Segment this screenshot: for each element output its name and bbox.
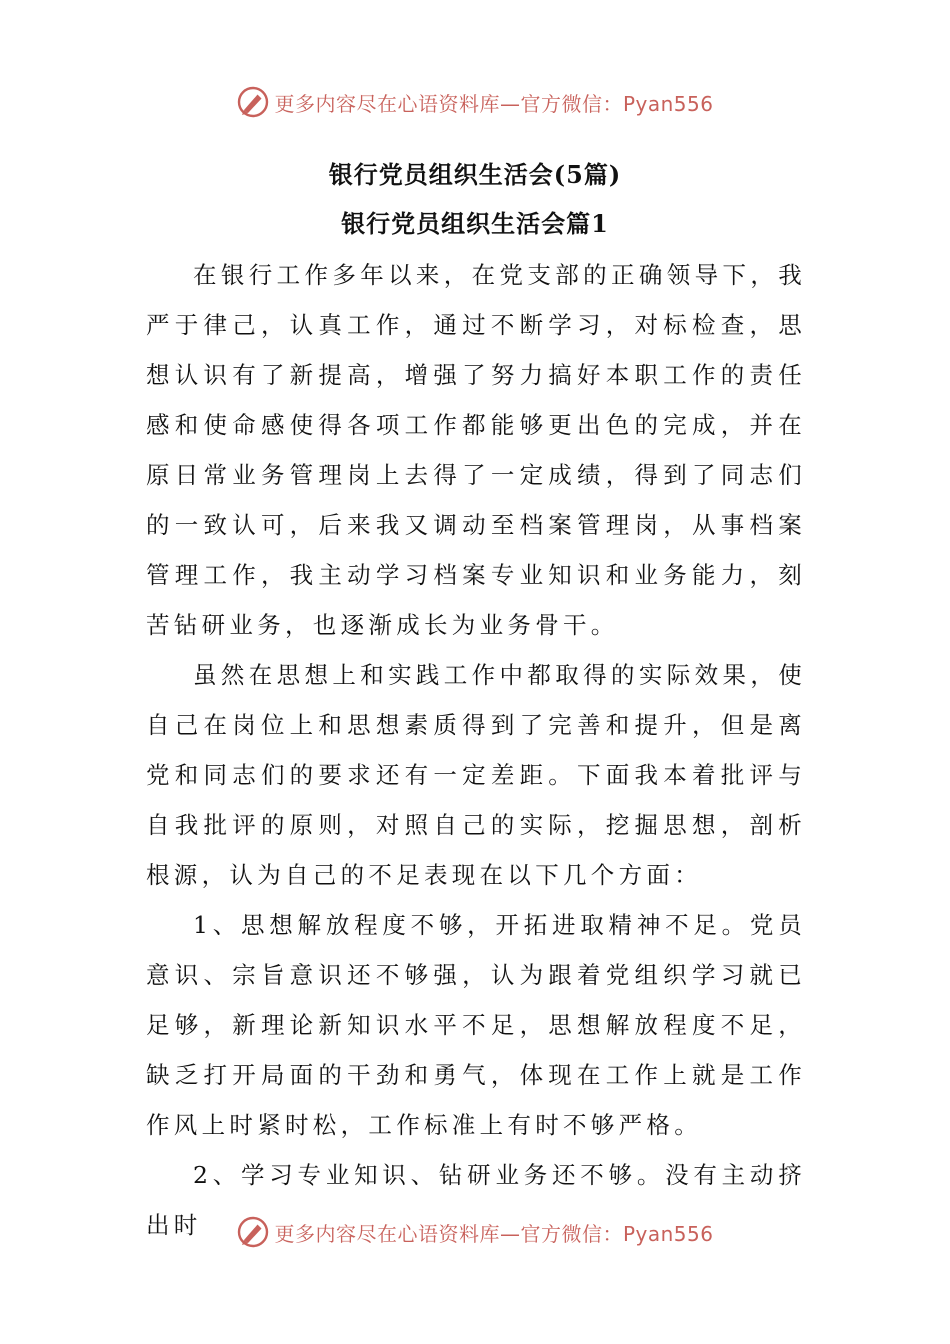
- banner-contact: 官方微信：Pyan556: [520, 1221, 714, 1246]
- document-body: [146, 250, 806, 1250]
- paragraph-4: 2、学习专业知识、钻研业务还不够。没有主动挤出时: [146, 1161, 806, 1239]
- paragraph-2: 虽然在思想上和实践工作中都取得的实际效果，使自己在岗位上和思想素质得到了完善和提升，但是离党和同志们的要求还有一定差距。下面我本着批评与自我批评的原则，对照自己的实际，挖掘思想，剖析根源，认为自己的不足表现在以下几个方面：: [146, 661, 806, 889]
- document-subtitle: 银行党员组织生活会篇1: [341, 209, 609, 238]
- footer-banner: [0, 1210, 950, 1254]
- banner-dash: —: [499, 91, 521, 116]
- banner-contact: 官方微信：Pyan556: [520, 91, 714, 116]
- paragraph-3: 1、思想解放程度不够，开拓进取精神不足。党员意识、宗旨意识还不够强，认为跟着党组织学习就已足够，新理论新知识水平不足，思想解放程度不足，缺乏打开局面的干劲和勇气，体现在工作上就是工作作风上时紧时松，工作标准上有时不够严格。: [146, 911, 806, 1139]
- banner-dash: —: [499, 1221, 521, 1246]
- banner-site-name: 更多内容尽在心语资料库: [274, 1221, 500, 1246]
- header-banner: [0, 80, 950, 124]
- document-title: 银行党员组织生活会(5篇): [328, 160, 622, 189]
- banner-text: [274, 88, 713, 117]
- pen-logo-icon: [236, 1215, 270, 1249]
- banner-text: [274, 1218, 713, 1247]
- pen-logo-icon: [236, 85, 270, 119]
- paragraph-1: 在银行工作多年以来，在党支部的正确领导下，我严于律己，认真工作，通过不断学习，对标检查，思想认识有了新提高，增强了努力搞好本职工作的责任感和使命感使得各项工作都能够更出色的完成，并在原日常业务管理岗上去得了一定成绩，得到了同志们的一致认可，后来我又调动至档案管理岗，从事档案管理工作，我主动学习档案专业知识和业务能力，刻苦钻研业务，也逐渐成长为业务骨干。: [146, 261, 806, 639]
- banner-site-name: 更多内容尽在心语资料库: [274, 91, 500, 116]
